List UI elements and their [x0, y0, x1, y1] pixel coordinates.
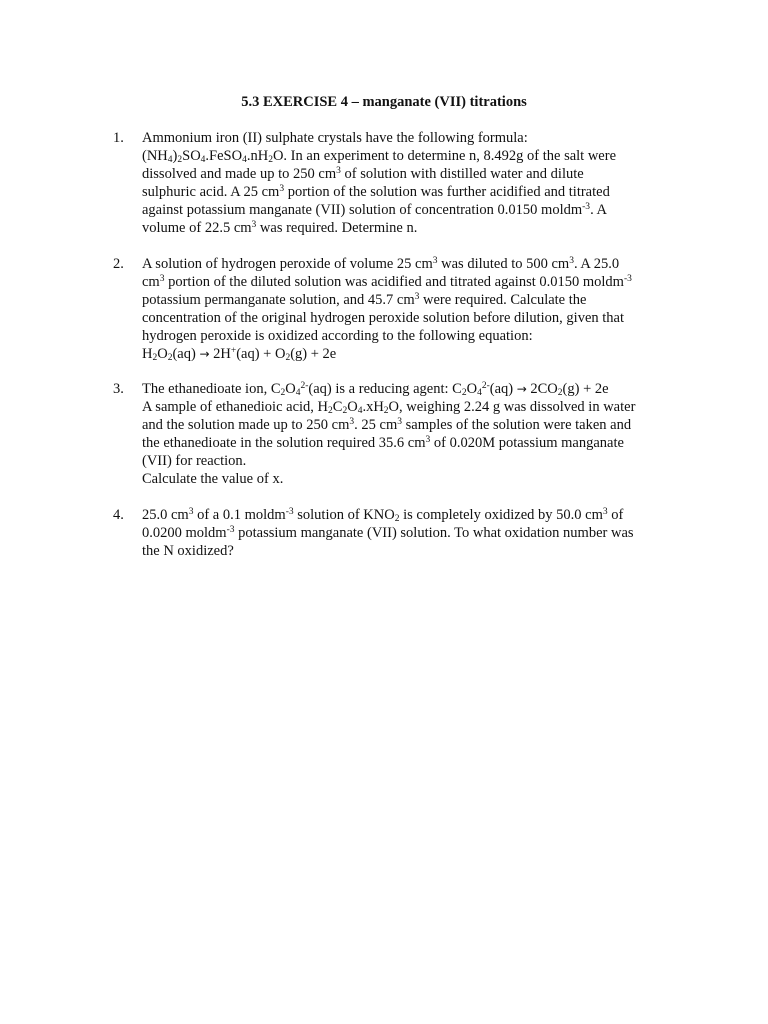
question-text [142, 380, 673, 488]
question-text [142, 129, 673, 237]
text-line: $cm^3$ portion of the diluted solution was acidified and titrated against 0.0150 moldm$^{-3}$ [142, 274, 632, 290]
text-line: potassium permanganate solution, and 45.7 $cm^3$ were required. Calculate the [142, 292, 587, 308]
text-line: $(NH_4)_2SO_4.FeSO_4.nH_2O$. In an experiment to determine n, 8.492g of the salt were [142, 148, 617, 165]
question-text [142, 255, 673, 363]
equation-line: $H_2O_2(aq) \to 2H^+(aq) + O_2(g) + 2e$ [142, 346, 337, 363]
text-line: 0.0200 moldm$^{-3}$ potassium manganate (VII) solution. To what oxidation number was [142, 525, 634, 541]
question-number: 2. [113, 256, 124, 272]
text-line: 25.0 $cm^3$ of a 0.1 moldm$^{-3}$ solution of $KNO_2$ is completely oxidized by 50.0 $cm^3$ of [142, 507, 624, 524]
text-line: Ammonium iron (II) sulphate crystals have the following formula: [142, 130, 528, 146]
text-line: A solution of hydrogen peroxide of volume 25 $cm^3$ was diluted to 500 $cm^3$. A 25.0 [142, 256, 620, 272]
text-line: Calculate the value of x. [142, 471, 284, 487]
exercise-title: 5.3 EXERCISE 4 – manganate (VII) titrations [241, 94, 527, 110]
text-line: volume of 22.5 $cm^3$ was required. Determine n. [142, 220, 418, 236]
text-line: A sample of ethanedioic acid, $H_2C_2O_4.xH_2O$, weighing 2.24 g was dissolved in water [142, 399, 636, 416]
reaction-arrow-icon: → [199, 347, 210, 361]
question-text [142, 506, 673, 560]
question-number: 3. [113, 381, 124, 397]
question-number: 4. [113, 507, 124, 523]
text-line: sulphuric acid. A 25 $cm^3$ portion of the solution was further acidified and titrated [142, 184, 610, 200]
text-line: and the solution made up to 250 $cm^3$. 25 $cm^3$ samples of the solution were taken and [142, 417, 632, 433]
text-line: the N oxidized? [142, 543, 234, 559]
text-line: hydrogen peroxide is oxidized according to the following equation: [142, 328, 533, 344]
text-line: the ethanedioate in the solution required 35.6 $cm^3$ of 0.020M potassium manganate [142, 435, 624, 451]
question-number: 1. [113, 130, 124, 146]
reaction-arrow-icon: → [516, 382, 527, 396]
text-line: concentration of the original hydrogen peroxide solution before dilution, given that [142, 310, 624, 326]
text-line: against potassium manganate (VII) solution of concentration 0.0150 moldm$^{-3}$. A [142, 202, 607, 218]
text-line: (VII) for reaction. [142, 453, 247, 469]
text-line: The ethanedioate ion, $C_2O_4^{2-}(aq)$ is a reducing agent: $C_2O_4^{2-}(aq) \to 2CO_2(g) + 2e$ [142, 381, 609, 398]
text-line: dissolved and made up to 250 $cm^3$ of solution with distilled water and dilute [142, 166, 584, 182]
